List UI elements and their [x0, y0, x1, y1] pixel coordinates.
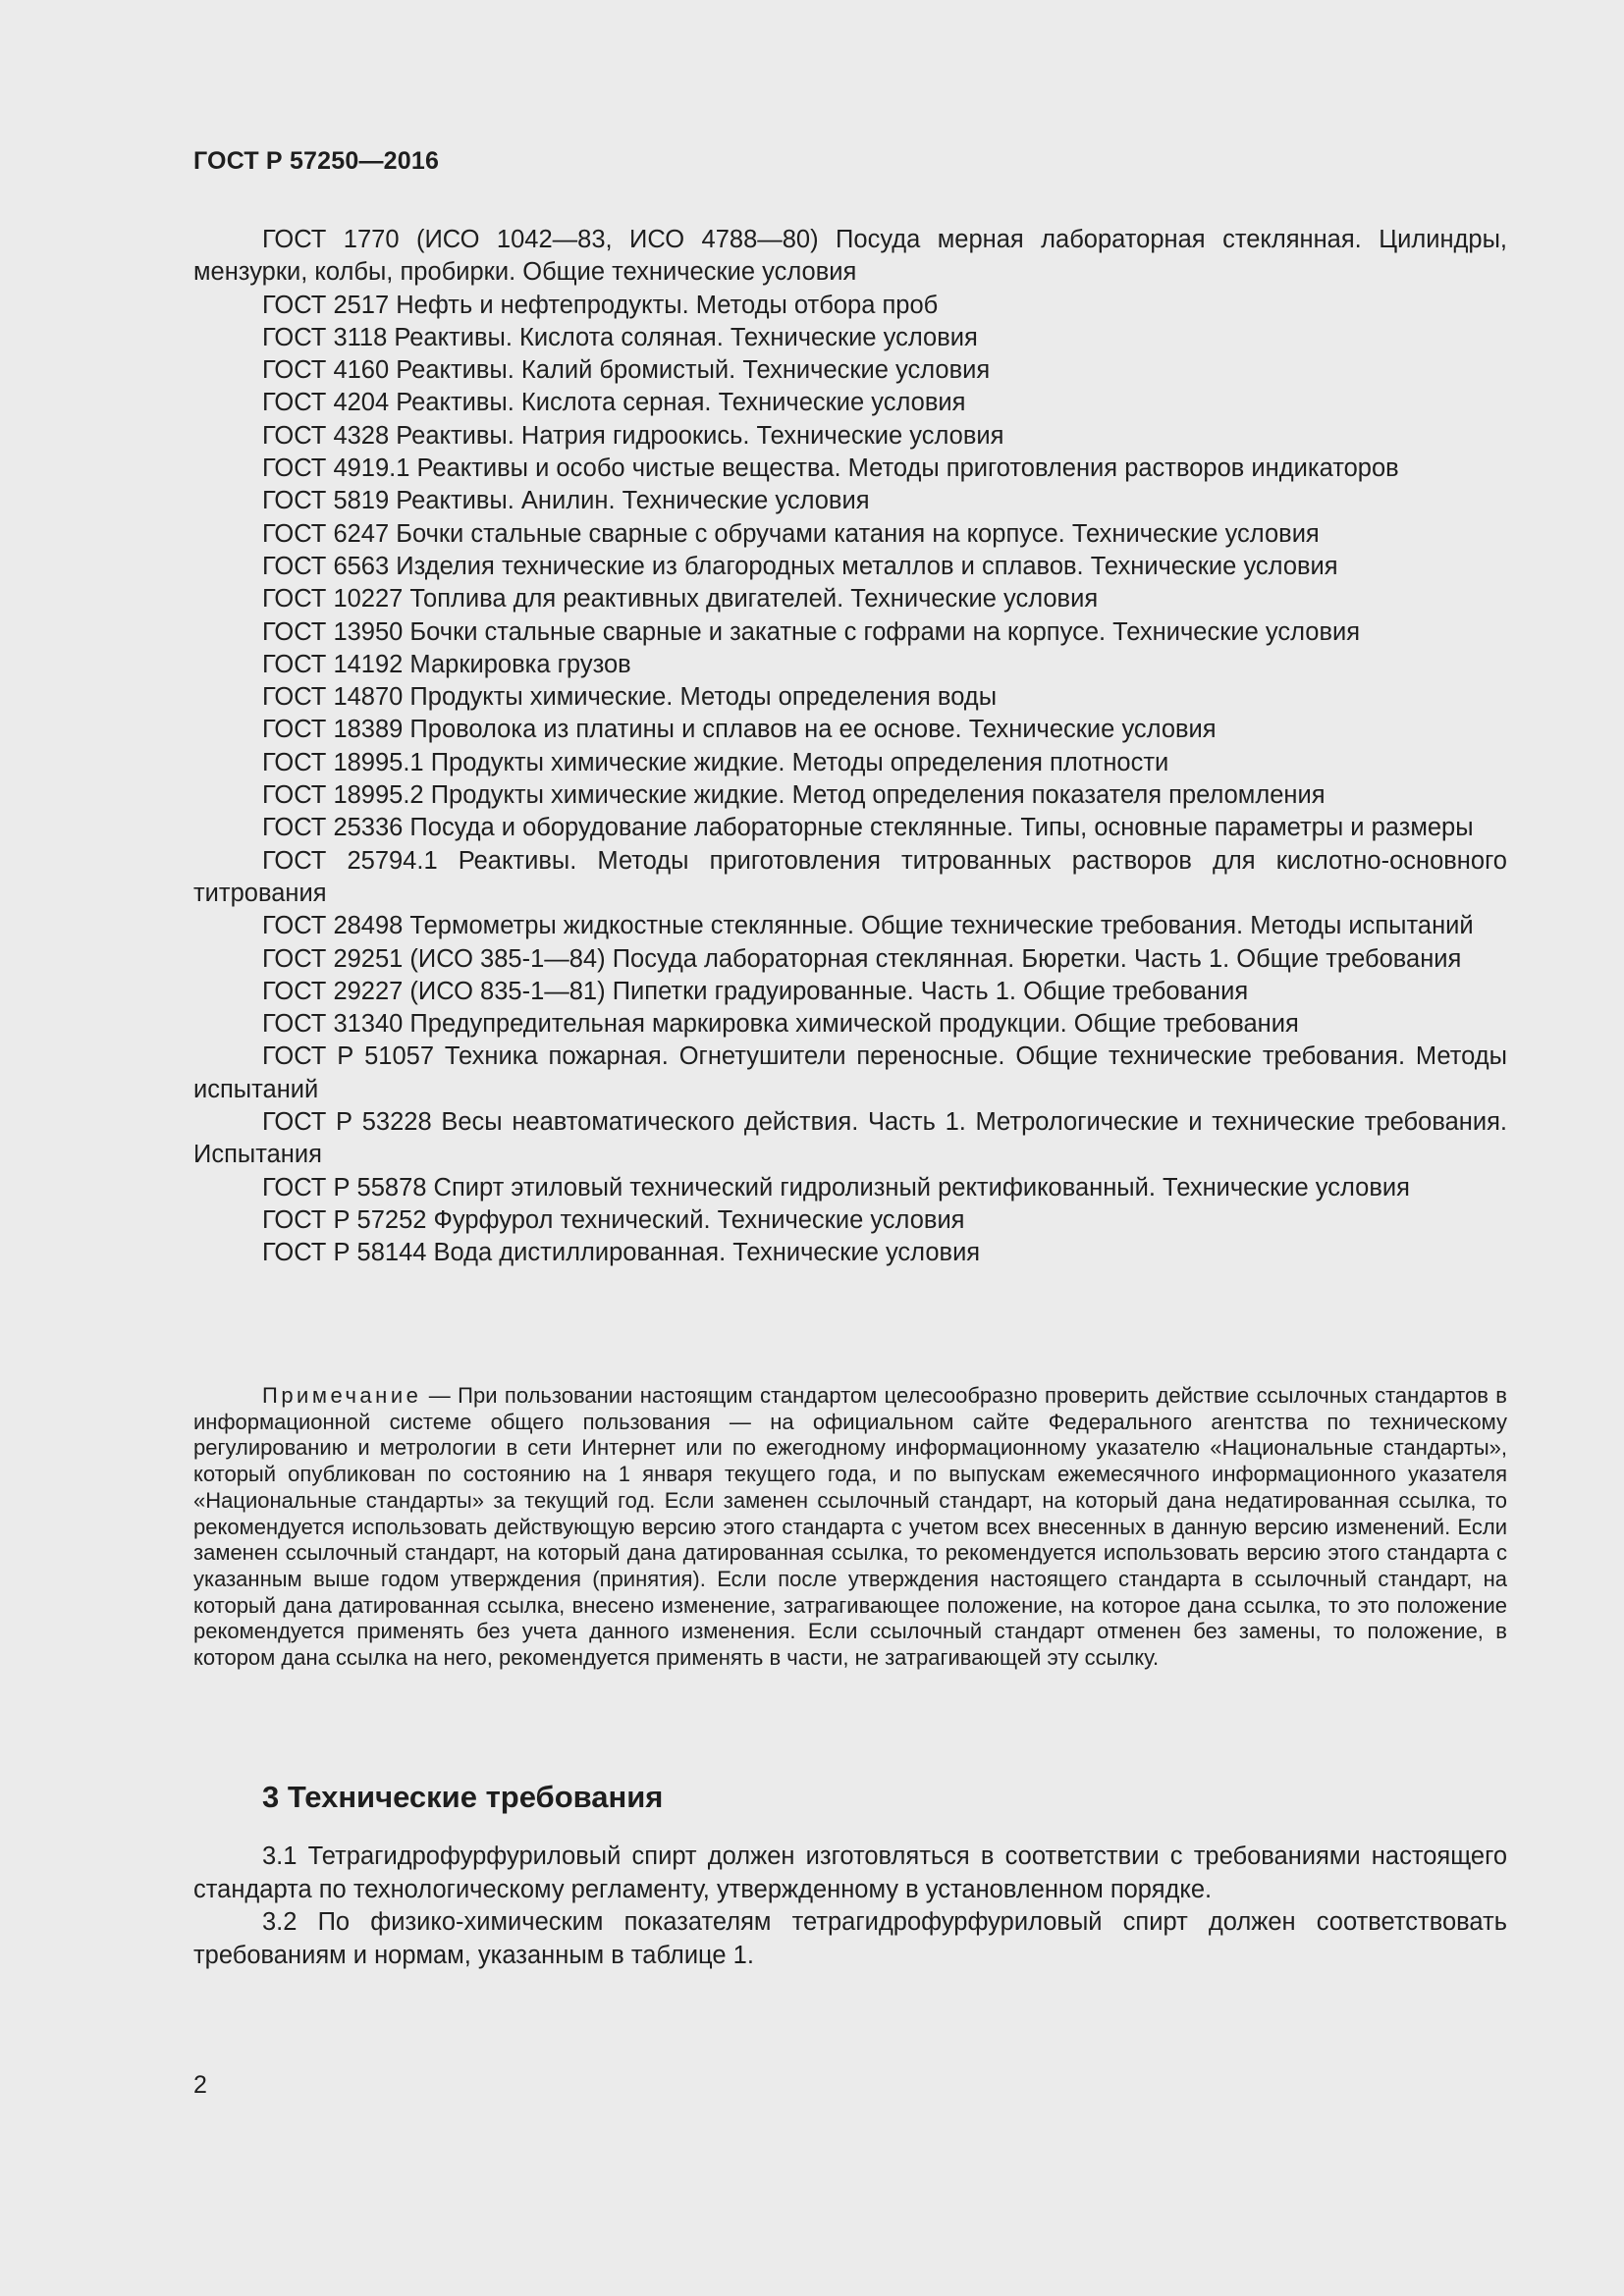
section-body — [193, 1841, 1507, 1972]
reference-item: ГОСТ 4919.1 Реактивы и особо чистые вещества. Методы приготовления растворов индикаторов — [262, 454, 1399, 483]
reference-item: ГОСТ 29227 (ИСО 835-1—81) Пипетки градуированные. Часть 1. Общие требования — [262, 977, 1249, 1005]
page-number: 2 — [193, 2071, 207, 2099]
reference-item: ГОСТ 4328 Реактивы. Натрия гидроокись. Технические условия — [262, 421, 1004, 450]
reference-item: ГОСТ 2517 Нефть и нефтепродукты. Методы отбора проб — [262, 291, 939, 319]
reference-item: ГОСТ 4204 Реактивы. Кислота серная. Технические условия — [262, 389, 966, 417]
note-text: — При пользовании настоящим стандартом целесообразно проверить действие ссылочных стандартов в информационной системе общего пользования — на официальном сайте Федерального агентства по техническому регулированию и метрологии в сети Интернет или по ежегодному информационному указателю «Национальные стандарты», который опубликован по состоянию на 1 января текущего года, и по выпускам ежемесячного информационного указателя «Национальные стандарты» за текущий год. Если заменен ссылочный стандарт, на который дана недатированная ссылка, то рекомендуется использовать действующую версию этого стандарта с учетом всех внесенных в данную версию изменений. Если заменен ссылочный стандарт, на который дана датированная ссылка, то рекомендуется использовать версию этого стандарта с указанным выше годом утверждения (принятия). Если после утверждения настоящего стандарта в ссылочный стандарт, на который дана датированная ссылка, внесено изменение, затрагивающее положение, на которое дана ссылка, то это положение рекомендуется применять без учета данного изменения. Если ссылочный стандарт отменен без замены, то положение, в котором дана ссылка на него, рекомендуется применять в части, не затрагивающей эту ссылку. — [193, 1383, 1507, 1671]
note-label: Примечание — [262, 1383, 422, 1408]
reference-item: ГОСТ Р 55878 Спирт этиловый технический гидролизный ректификованный. Технические условия — [262, 1173, 1410, 1201]
reference-item: ГОСТ 25794.1 Реактивы. Методы приготовления титрованных растворов для кислотно-основного титрования — [193, 846, 1507, 907]
reference-item: ГОСТ 14192 Маркировка грузов — [262, 650, 631, 678]
reference-item: ГОСТ 1770 (ИСО 1042—83, ИСО 4788—80) Посуда мерная лабораторная стеклянная. Цилиндры, мензурки, колбы, пробирки. Общие технические условия — [193, 226, 1507, 287]
reference-item: ГОСТ 29251 (ИСО 385-1—84) Посуда лабораторная стеклянная. Бюретки. Часть 1. Общие требования — [262, 944, 1462, 973]
reference-item: ГОСТ 6563 Изделия технические из благородных металлов и сплавов. Технические условия — [262, 552, 1338, 580]
reference-item: ГОСТ 31340 Предупредительная маркировка химической продукции. Общие требования — [262, 1010, 1299, 1039]
reference-item: ГОСТ 10227 Топлива для реактивных двигателей. Технические условия — [262, 585, 1099, 614]
reference-item: ГОСТ 18995.1 Продукты химические жидкие. Методы определения плотности — [262, 748, 1169, 776]
reference-item: ГОСТ Р 57252 Фурфурол технический. Технические условия — [262, 1205, 965, 1234]
section-paragraph: 3.1 Тетрагидрофурфуриловый спирт должен изготовляться в соответствии с требованиями настоящего стандарта по технологическому регламенту, утвержденному в установленном порядке. — [193, 1842, 1507, 1903]
reference-item: ГОСТ 5819 Реактивы. Анилин. Технические условия — [262, 487, 870, 515]
reference-item: ГОСТ 13950 Бочки стальные сварные и закатные с гофрами на корпусе. Технические условия — [262, 617, 1361, 646]
section-paragraph: 3.2 По физико-химическим показателям тетрагидрофурфуриловый спирт должен соответствовать требованиям и нормам, указанным в таблице 1. — [193, 1908, 1507, 1969]
reference-item: ГОСТ 18389 Проволока из платины и сплавов на ее основе. Технические условия — [262, 716, 1217, 744]
reference-item: ГОСТ Р 51057 Техника пожарная. Огнетушители переносные. Общие технические требования. Методы испытаний — [193, 1042, 1507, 1103]
reference-item: ГОСТ 18995.2 Продукты химические жидкие. Метод определения показателя преломления — [262, 781, 1326, 810]
reference-item: ГОСТ Р 58144 Вода дистиллированная. Технические условия — [262, 1239, 981, 1267]
reference-item: ГОСТ 4160 Реактивы. Калий бромистый. Технические условия — [262, 356, 991, 385]
note-paragraph — [193, 1383, 1507, 1672]
reference-item: ГОСТ Р 53228 Весы неавтоматического действия. Часть 1. Метрологические и технические требования. Испытания — [193, 1108, 1507, 1169]
document-code-header: ГОСТ Р 57250—2016 — [193, 147, 440, 175]
reference-item: ГОСТ 28498 Термометры жидкостные стеклянные. Общие технические требования. Методы испытаний — [262, 912, 1474, 940]
reference-item: ГОСТ 25336 Посуда и оборудование лабораторные стеклянные. Типы, основные параметры и размеры — [262, 814, 1474, 842]
normative-references-list — [193, 224, 1507, 1270]
reference-item: ГОСТ 6247 Бочки стальные сварные с обручами катания на корпусе. Технические условия — [262, 519, 1320, 548]
reference-item: ГОСТ 14870 Продукты химические. Методы определения воды — [262, 683, 998, 712]
section-title: 3 Технические требования — [262, 1780, 664, 1814]
reference-item: ГОСТ 3118 Реактивы. Кислота соляная. Технические условия — [262, 323, 978, 351]
